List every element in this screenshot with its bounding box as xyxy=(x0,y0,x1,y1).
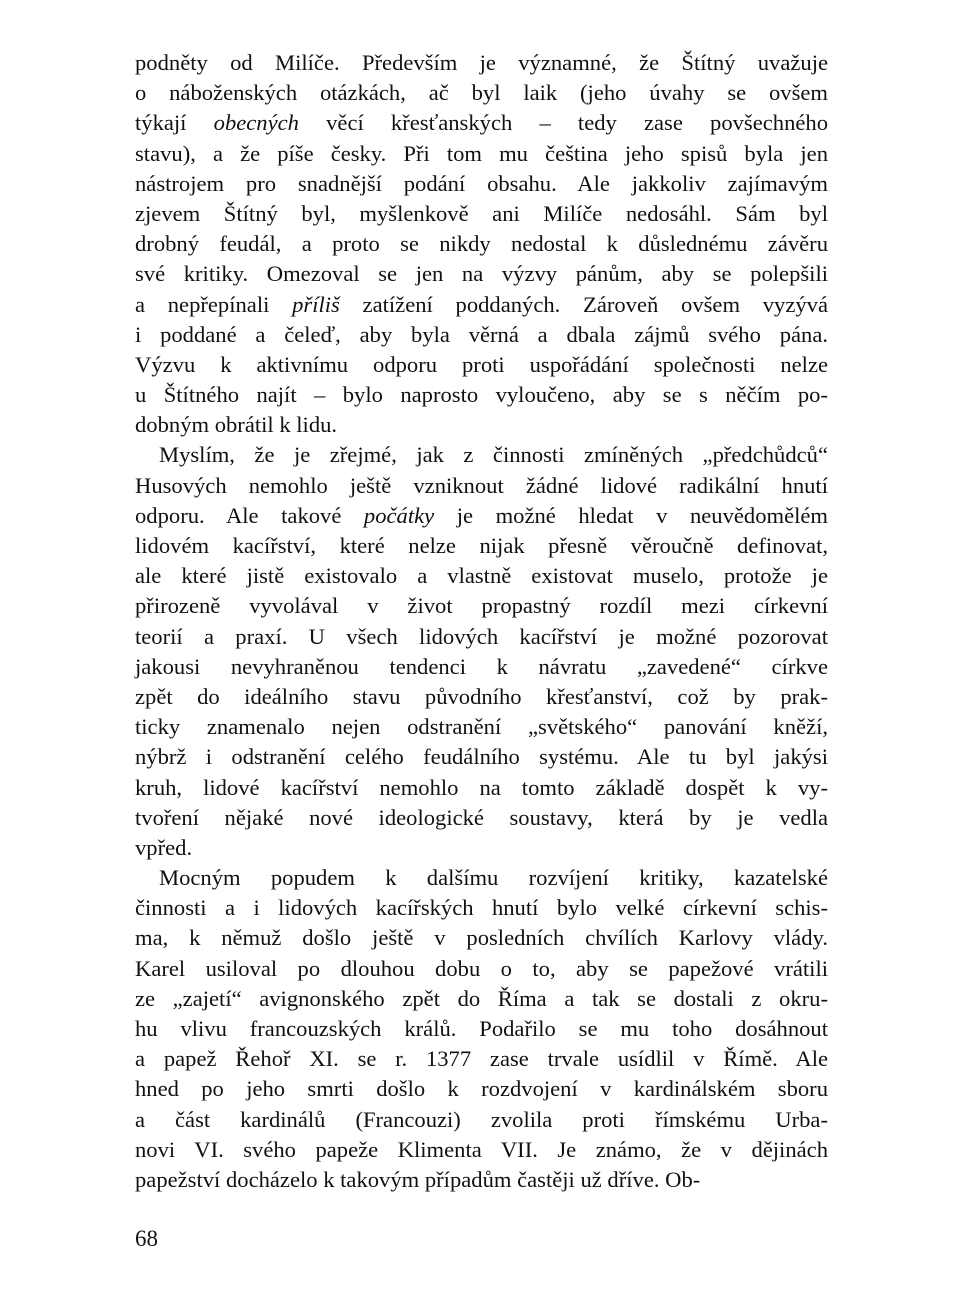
text-run: teorií a praxí. U všech lidových kacířství je možné pozorovat xyxy=(135,623,828,649)
page-number: 68 xyxy=(135,1226,158,1251)
text-line xyxy=(135,531,828,561)
text-run: o náboženských otázkách, ač byl laik (jeho úvahy se ovšem xyxy=(135,80,828,106)
text-line xyxy=(135,139,828,169)
text-run: kruh, lidové kacířství nemohlo na tomto základě dospět k vy- xyxy=(135,774,828,800)
text-run: ma, k němuž došlo ještě v posledních chvílích Karlovy vlády. xyxy=(135,925,828,951)
text-line xyxy=(135,622,828,652)
text-line xyxy=(135,380,828,410)
text-line xyxy=(135,1135,828,1165)
text-run: je možné hledat v neuvědomělém xyxy=(434,502,829,528)
text-run: Husových nemohlo ještě vzniknout žádné lidové radikální hnutí xyxy=(135,472,828,498)
text-run: ale které jistě existovalo a vlastně existovat muselo, protože je xyxy=(135,563,828,589)
text-line xyxy=(135,803,828,833)
text-line xyxy=(135,682,828,712)
text-line xyxy=(135,1105,828,1135)
text-line xyxy=(135,78,828,108)
text-run: své kritiky. Omezoval se jen na výzvy pánům, aby se polepšili xyxy=(135,261,828,287)
text-run: a nepřepínali xyxy=(135,291,293,317)
text-run: zpět do ideálního stavu původního křesťanství, což by prak- xyxy=(135,683,828,709)
text-run: nýbrž i odstranění celého feudálního systému. Ale tu byl jakýsi xyxy=(135,744,828,770)
text-run: zatížení poddaných. Zároveň ovšem vyzývá xyxy=(339,291,828,317)
text-line xyxy=(135,169,828,199)
text-line xyxy=(135,561,828,591)
text-run: nástrojem pro snadnější podání obsahu. Ale jakkoliv zajímavým xyxy=(135,170,828,196)
text-line xyxy=(135,290,828,320)
text-run: lidovém kacířství, které nelze nijak přesně věroučně definovat, xyxy=(135,533,828,558)
emphasized-word: obecných xyxy=(213,110,299,136)
text-line xyxy=(135,1014,828,1044)
text-run: přirozeně vyvolával v život propastný rozdíl mezi církevní xyxy=(135,593,828,619)
text-run: věcí křesťanských – tedy zase povšechného xyxy=(298,110,828,136)
text-line xyxy=(135,833,828,863)
text-run: ticky znamenalo nejen odstranění „světského“ panování kněží, xyxy=(135,714,828,740)
emphasized-word: počátky xyxy=(363,502,435,528)
text-run: papežství docházelo k takovým případům častěji už dříve. Ob- xyxy=(135,1166,701,1192)
text-line xyxy=(135,410,828,440)
text-run: tvoření nějaké nové ideologické soustavy, která by je vedla xyxy=(135,804,828,830)
text-run: Karel usiloval po dlouhou dobu o to, aby se papežové vrátili xyxy=(135,955,828,981)
text-run: odporu. Ale takové xyxy=(135,502,364,528)
text-run: a část kardinálů (Francouzi) zvolila proti římskému Urba- xyxy=(135,1106,828,1132)
text-line xyxy=(135,471,828,501)
text-run: činnosti a i lidových kacířských hnutí bylo velké církevní schis- xyxy=(135,895,828,921)
text-line xyxy=(135,199,828,229)
text-line xyxy=(135,591,828,621)
text-line xyxy=(135,501,828,531)
text-line xyxy=(135,652,828,682)
emphasized-word: příliš xyxy=(292,291,340,317)
text-line xyxy=(135,1165,828,1195)
text-line xyxy=(135,108,828,138)
text-run: Výzvu k aktivnímu odporu proti uspořádání společnosti nelze xyxy=(135,351,828,377)
text-line xyxy=(135,229,828,259)
text-run: Mocným popudem k dalšímu rozvíjení kritiky, kazatelské xyxy=(159,865,828,891)
text-run: stavu), a že píše česky. Při tom mu čeština jeho spisů byla jen xyxy=(135,140,828,166)
text-line xyxy=(135,863,828,893)
text-line xyxy=(135,923,828,953)
text-run: ze „zajetí“ avignonského zpět do Říma a tak se dostali z okru- xyxy=(135,985,828,1011)
text-run: i poddané a čeleď, aby byla věrná a dbala zájmů svého pána. xyxy=(135,321,828,347)
text-line xyxy=(135,954,828,984)
text-run: novi VI. svého papeže Klimenta VII. Je známo, že v dějinách xyxy=(135,1136,828,1162)
text-run: hu vlivu francouzských králů. Podařilo se mu toho dosáhnout xyxy=(135,1016,828,1041)
text-line xyxy=(135,1044,828,1074)
text-run: dobným obrátil k lidu. xyxy=(135,412,338,438)
text-line xyxy=(135,350,828,380)
text-run: podněty od Milíče. Především je významné, že Štítný uvažuje xyxy=(135,50,828,75)
text-line xyxy=(135,320,828,350)
text-run: u Štítného najít – bylo naprosto vyloučeno, aby se s něčím po- xyxy=(135,382,828,408)
text-run: hned po jeho smrti došlo k rozdvojení v kardinálském sboru xyxy=(135,1076,828,1102)
text-line xyxy=(135,773,828,803)
text-line xyxy=(135,48,828,78)
text-run: týkají xyxy=(135,110,214,136)
text-line xyxy=(135,259,828,289)
text-run: zjevem Štítný byl, myšlenkově ani Milíče nedosáhl. Sám byl xyxy=(135,200,828,226)
text-run: jakousi nevyhraněnou tendenci k návratu „zavedené“ církve xyxy=(135,653,828,679)
page-body-text xyxy=(135,48,828,1195)
text-line xyxy=(135,712,828,742)
text-run: vpřed. xyxy=(135,834,193,860)
text-line xyxy=(135,1074,828,1104)
text-line xyxy=(135,893,828,923)
text-line xyxy=(135,742,828,772)
text-run: drobný feudál, a proto se nikdy nedostal k důslednému závěru xyxy=(135,231,828,257)
text-line xyxy=(135,440,828,470)
text-run: a papež Řehoř XI. se r. 1377 zase trvale usídlil v Římě. Ale xyxy=(135,1046,828,1072)
text-line xyxy=(135,984,828,1014)
text-run: Myslím, že je zřejmé, jak z činnosti zmíněných „předchůdců“ xyxy=(159,442,828,468)
